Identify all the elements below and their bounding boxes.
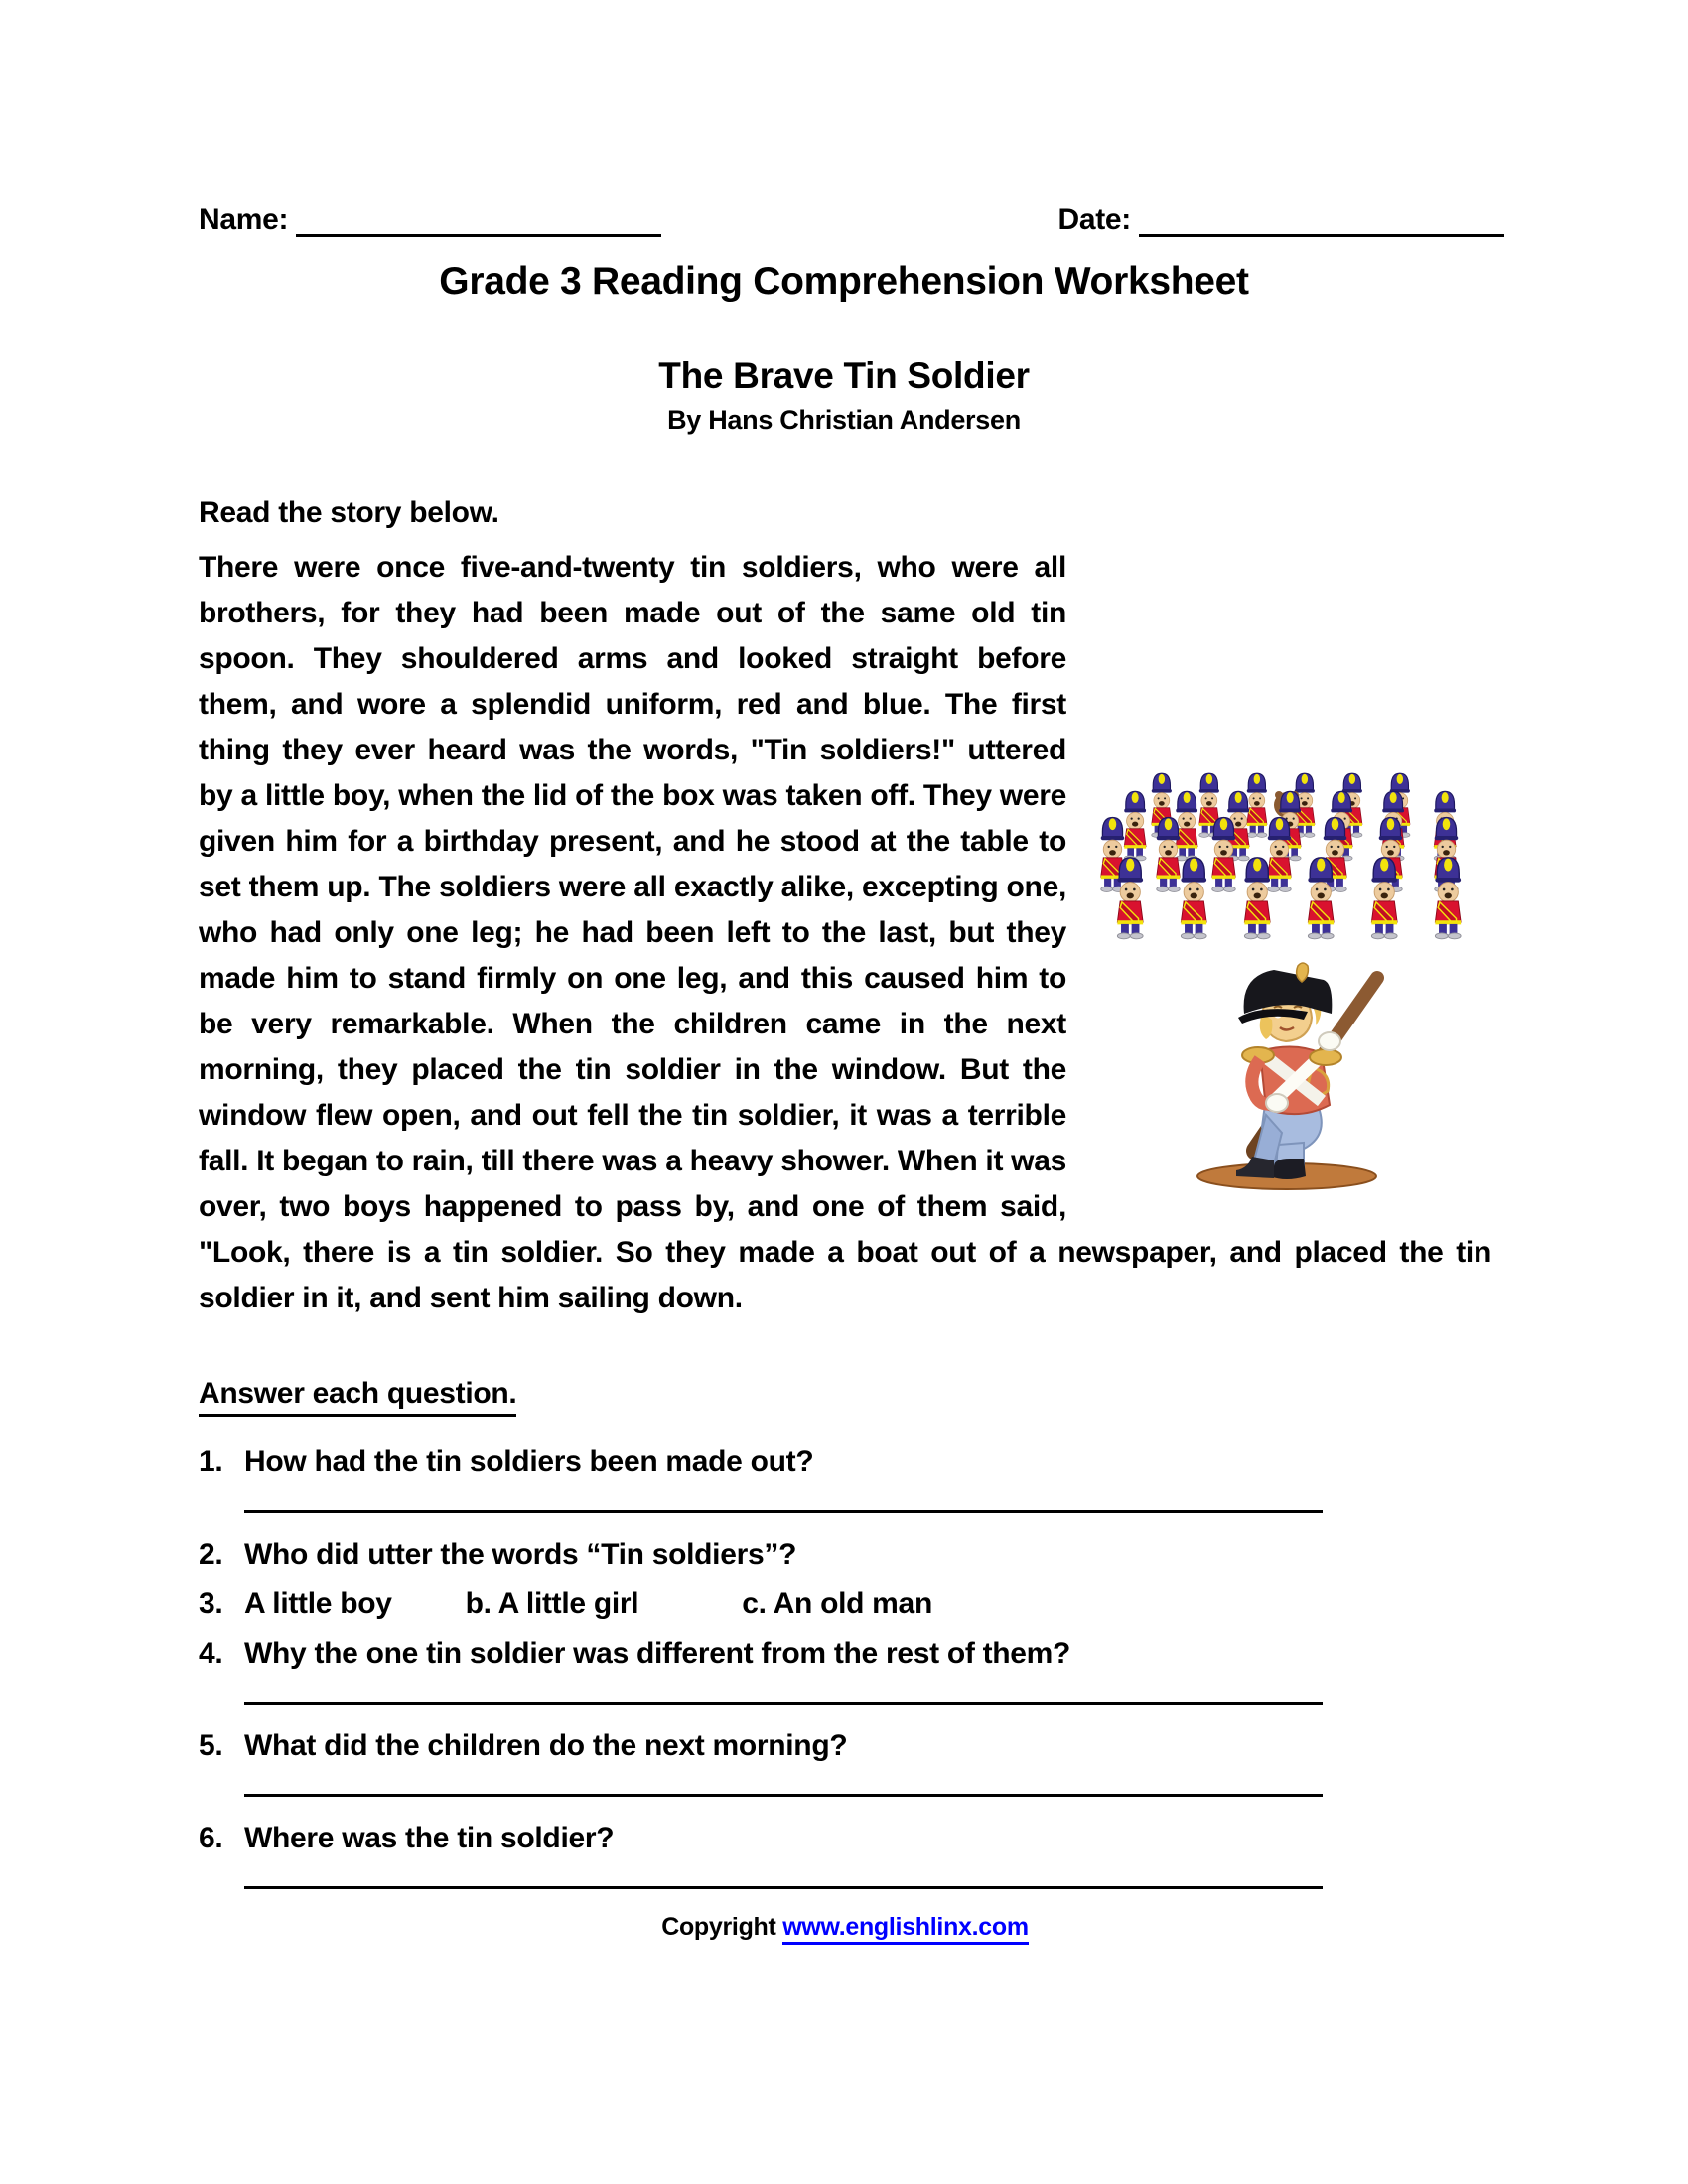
question-2 <box>199 1535 1491 1574</box>
question-3-option-c: c. An old man <box>742 1587 932 1620</box>
question-1 <box>199 1442 1491 1482</box>
question-5-answer-line <box>244 1766 1323 1797</box>
name-label: Name: <box>199 204 289 236</box>
question-2-text: Who did utter the words “Tin soldiers”? <box>244 1538 797 1570</box>
story-illustrations <box>1082 771 1491 1210</box>
header-row <box>199 204 1504 237</box>
story-text: There were once five-and-twenty tin soldiers, who were all brothers, for they had been made out of the same old tin spoon. They shouldered arms and looked straight before them, and wore a splendid uniform, red and blue. The first thing they ever heard was the words, "Tin soldiers!" uttered by a little boy, when the lid of the box was taken off. They were given him for a birthday present, and he stood at the table to set them up. The soldiers were all exactly alike, excepting one, who had only one leg; he had been left to the last, but they made him to stand firmly on one leg, and this caused him to be very remarkable. When the children came in the next morning, they placed the tin soldier in the window. But the window flew open, and out fell the tin soldier, it was a terrible fall. It began to rain, till there was a heavy shower. When it was over, two boys happened to pass by, and one of them said, "Look, there is a tin soldier. So they made a boat out of a newspaper, and placed the tin soldier in it, and sent him sailing down. <box>199 551 1491 1314</box>
date-field <box>1057 204 1504 237</box>
story-instruction: Read the story below. <box>199 496 499 529</box>
story-paragraph <box>199 545 1491 1321</box>
name-field <box>199 204 661 237</box>
question-5-number: 5. <box>199 1729 223 1762</box>
footer-copyright <box>199 1913 1491 1942</box>
date-blank-line <box>1139 205 1504 237</box>
questions-heading: Answer each question. <box>199 1377 1491 1417</box>
tin-soldiers-group-illustration <box>1082 771 1491 950</box>
tin-soldier-illustration <box>1183 956 1391 1194</box>
date-label: Date: <box>1057 204 1131 236</box>
question-6 <box>199 1819 1491 1858</box>
question-6-answer-line <box>244 1858 1323 1889</box>
copyright-label: Copyright <box>661 1913 783 1941</box>
main-content <box>199 491 1491 1942</box>
page-title: Grade 3 Reading Comprehension Worksheet <box>439 260 1249 303</box>
question-5 <box>199 1726 1491 1766</box>
question-1-answer-line <box>244 1482 1323 1513</box>
question-3 <box>199 1584 1491 1624</box>
question-6-number: 6. <box>199 1822 223 1854</box>
question-4-answer-line <box>244 1674 1323 1705</box>
question-3-number: 3. <box>199 1587 223 1620</box>
story-byline: By Hans Christian Andersen <box>667 405 1021 435</box>
question-1-text: How had the tin soldiers been made out? <box>244 1445 814 1478</box>
question-4-number: 4. <box>199 1637 223 1670</box>
englishlinx-link[interactable]: www.englishlinx.com <box>782 1913 1029 1945</box>
question-4 <box>199 1634 1491 1674</box>
name-blank-line <box>296 205 661 237</box>
question-3-option-b: b. A little girl <box>465 1587 639 1620</box>
question-2-number: 2. <box>199 1538 223 1570</box>
story-title: The Brave Tin Soldier <box>658 355 1030 396</box>
question-1-number: 1. <box>199 1445 223 1478</box>
question-4-text: Why the one tin soldier was different from the rest of them? <box>244 1637 1071 1670</box>
question-3-option-a: A little boy <box>244 1587 392 1620</box>
question-5-text: What did the children do the next morning? <box>244 1729 848 1762</box>
question-6-text: Where was the tin soldier? <box>244 1822 615 1854</box>
